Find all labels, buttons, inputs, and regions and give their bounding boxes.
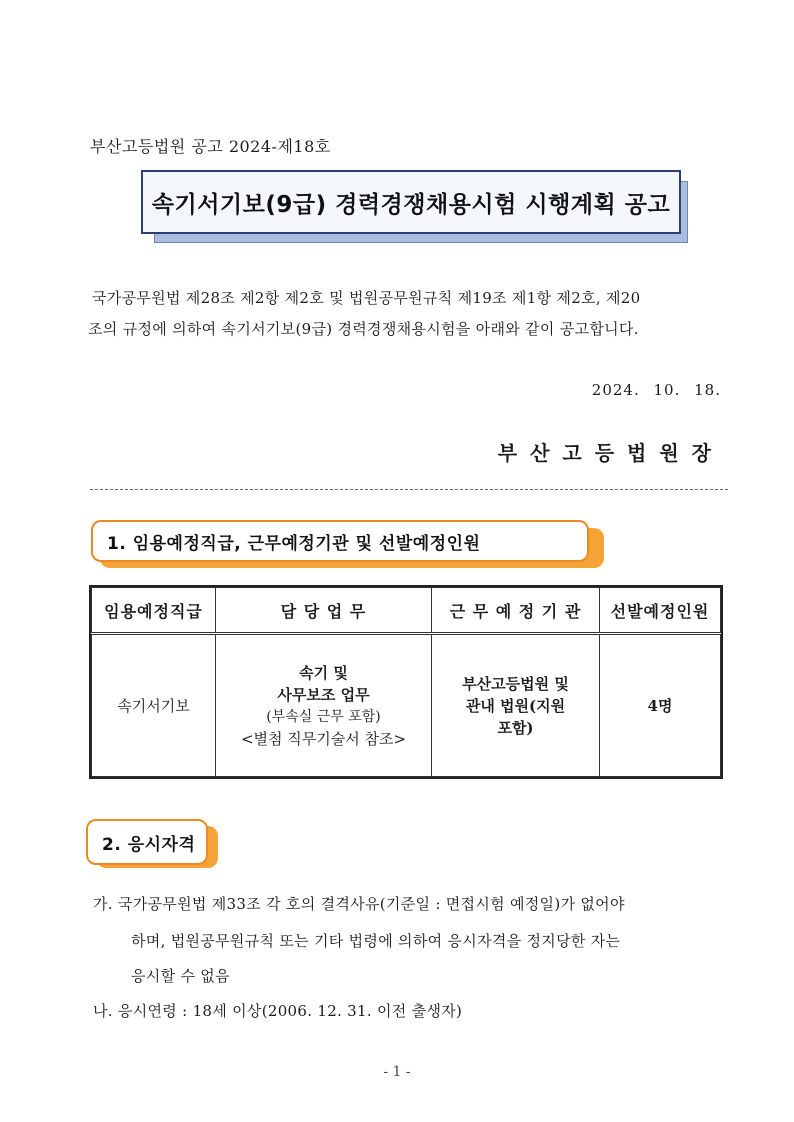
agency-line: 부산고등법원 및 [462, 674, 569, 693]
agency-line: 포함) [497, 718, 534, 737]
table-row [92, 634, 721, 777]
header-duty: 담 당 업 무 [216, 588, 432, 634]
intro-paragraph-line: 국가공무원법 제28조 제2항 제2호 및 법원공무원규칙 제19조 제1항 제2호, 제20 [92, 289, 641, 307]
qualification-item-continued: 하며, 법원공무원규칙 또는 기타 법령에 의하여 응시자격을 정지당한 자는 [131, 932, 621, 950]
issuer-name: 부산고등법원장 [497, 441, 724, 465]
cell-rank [92, 634, 216, 777]
header-agency: 근 무 예 정 기 관 [432, 588, 600, 634]
notice-date: 2024. 10. 18. [591, 381, 721, 399]
agency-line: 관내 법원(지원 [465, 696, 566, 715]
rank-text: 속기서기보 [117, 696, 190, 715]
intro-paragraph-line: 조의 규정에 의하여 속기서기보(9급) 경력경쟁채용시험을 아래와 같이 공고합니다. [88, 320, 639, 338]
duty-line: 사무보조 업무 [277, 685, 370, 704]
title-box [141, 170, 681, 234]
recruitment-table [89, 585, 723, 779]
notice-number: 부산고등법원 공고 2024-제18호 [90, 137, 331, 156]
count-text: 4명 [647, 696, 673, 715]
duty-reference: <별첨 직무기술서 참조> [240, 729, 407, 748]
section-heading-qualifications [86, 819, 208, 865]
page-number: - 1 - [383, 1064, 411, 1080]
qualification-item-continued: 응시할 수 없음 [131, 967, 230, 985]
qualification-item: 가. 국가공무원법 제33조 각 호의 결격사유(기준일 : 면접시험 예정일)가 없어야 [93, 895, 625, 913]
duty-note: (부속실 근무 포함) [266, 708, 381, 725]
header-count: 선발예정인원 [600, 588, 721, 634]
header-rank: 임용예정직급 [92, 588, 216, 634]
table-header-row [92, 588, 721, 634]
duty-line: 속기 및 [299, 663, 348, 682]
cell-duty [216, 634, 432, 777]
qualification-item: 나. 응시연령 : 18세 이상(2006. 12. 31. 이전 출생자) [93, 1002, 463, 1020]
section-heading-text: 1. 임용예정직급, 근무예정기관 및 선발예정인원 [107, 533, 481, 554]
dashed-divider [90, 489, 728, 490]
document-title: 속기서기보(9급) 경력경쟁채용시험 시행계획 공고 [151, 191, 671, 218]
cell-agency [432, 634, 600, 777]
section-heading-positions [91, 520, 589, 562]
section-heading-text: 2. 응시자격 [102, 834, 196, 855]
cell-count [600, 634, 721, 777]
